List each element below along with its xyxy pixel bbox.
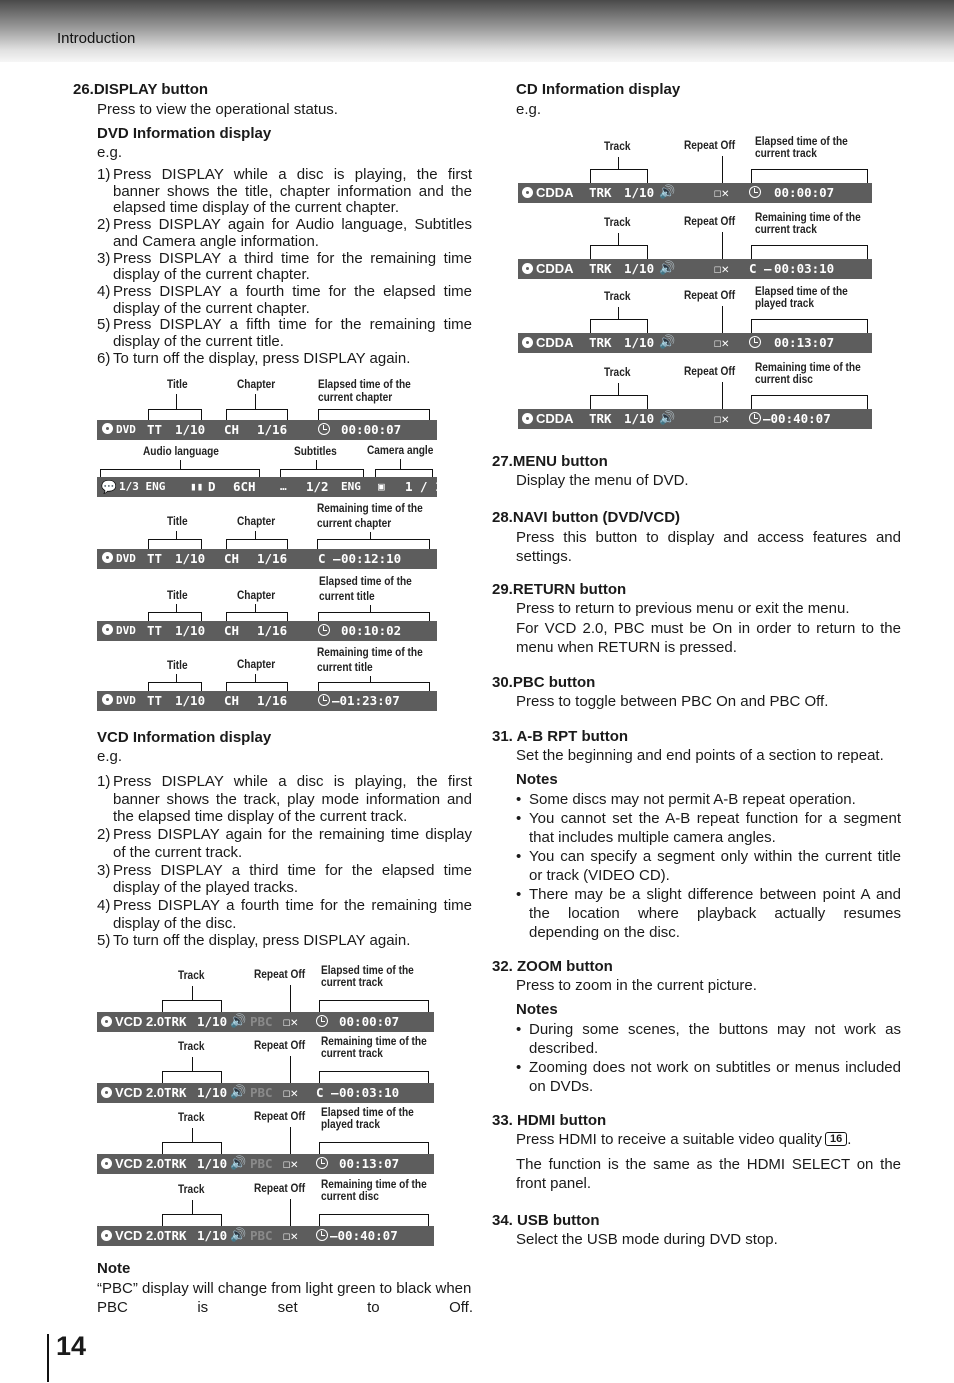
- note-item: • You can specify a segment only within the current title or track (VIDEO CD).: [516, 847, 901, 885]
- repeat-off-label: Repeat Off: [684, 216, 736, 228]
- note-item: • You cannot set the A-B repeat function for a segment that includes multiple camera angles.: [516, 809, 901, 847]
- desc-line-1: Remaining time of the: [321, 1179, 427, 1191]
- step-number: 4): [97, 282, 111, 300]
- step-text: Press DISPLAY a third time for the remaining time display of the current chapter.: [113, 249, 472, 284]
- speaker-icon: 🔊: [659, 335, 676, 350]
- track-label: Track: [178, 1041, 205, 1053]
- track-label: Track: [604, 141, 631, 153]
- abrpt-button-desc: Set the beginning and end points of a section to repeat.: [516, 747, 884, 764]
- repeat-off-label: Repeat Off: [254, 1183, 306, 1195]
- abrpt-notes-heading: Notes: [516, 771, 558, 788]
- zoom-button-desc: Press to zoom in the current picture.: [516, 977, 757, 994]
- step-text: Press DISPLAY while a disc is playing, the first banner shows the title, chapter information and the elapsed time display of the current chapter.: [113, 166, 472, 217]
- speaker-icon: 🔊: [230, 1228, 247, 1243]
- return-button-title: 29.RETURN button: [492, 581, 627, 598]
- disc-icon: [102, 423, 113, 434]
- step-item: [97, 167, 472, 217]
- desc-line-1: Remaining time of the: [755, 212, 861, 224]
- step-item: [97, 932, 472, 950]
- speaker-icon: 🔊: [230, 1156, 247, 1171]
- vcd-banner: VCD 2.0 TRK 1/10 🔊 PBC ☐✕ 00:00:07: [97, 1012, 434, 1032]
- hdmi-button-title: 33. HDMI button: [492, 1112, 607, 1129]
- step-text: To turn off the display, press DISPLAY again.: [113, 349, 411, 367]
- vcd-steps-list: [97, 773, 472, 950]
- speaker-icon: 🔊: [230, 1085, 247, 1100]
- clock-icon: [318, 423, 330, 435]
- step-text: Press DISPLAY a fourth time for the elapsed time display of the current chapter.: [113, 282, 472, 317]
- clock-icon: [749, 336, 761, 348]
- dvd-banner-2: 💬 1/3 ENG ▮▮ D 6CH … 1/2 ENG ▣ 1 / 1: [97, 477, 437, 497]
- repeat-off-icon: ☐✕: [283, 1156, 299, 1171]
- repeat-off-label: Repeat Off: [254, 969, 306, 981]
- menu-button-desc: Display the menu of DVD.: [516, 472, 689, 489]
- page-reference: 16: [825, 1132, 847, 1146]
- repeat-off-icon: ☐✕: [714, 185, 730, 200]
- note-item: • During some scenes, the buttons may not work as described.: [516, 1020, 901, 1058]
- repeat-off-icon: ☐✕: [283, 1228, 299, 1243]
- title-label: Title: [167, 660, 188, 672]
- note-text: “PBC” display will change from light green to black when PBC is set to Off.: [97, 1280, 473, 1316]
- step-number: 4): [97, 896, 111, 914]
- return-button-desc-2: For VCD 2.0, PBC must be On in order to return to the menu when RETURN is pressed.: [516, 620, 901, 656]
- speaker-icon: 🔊: [659, 261, 676, 276]
- step-item: [97, 897, 472, 932]
- audio-language-label: Audio language: [143, 446, 219, 458]
- disc-icon: [522, 337, 533, 348]
- section-label: Introduction: [57, 30, 136, 47]
- b4-desc-1: Elapsed time of the: [319, 576, 412, 588]
- cd-banner: CDDA TRK 1/10 🔊 ☐✕ C – 00:03:10: [518, 259, 872, 279]
- usb-button-desc: Select the USB mode during DVD stop.: [516, 1231, 778, 1248]
- step-text: To turn off the display, press DISPLAY again.: [113, 932, 411, 950]
- dvd-eg: e.g.: [97, 144, 123, 161]
- step-text: Press DISPLAY a third time for the elapsed time display of the played tracks.: [113, 861, 472, 897]
- dvd-banner-4: DVD TT 1/10 CH 1/16 00:10:02: [97, 621, 437, 641]
- menu-button-title: 27.MENU button: [492, 453, 608, 470]
- vcd-eg: e.g.: [97, 748, 123, 765]
- desc-line-2: current track: [755, 224, 817, 236]
- chapter-label: Chapter: [237, 379, 276, 391]
- cd-banner: CDDA TRK 1/10 🔊 ☐✕ 00:13:07: [518, 333, 872, 353]
- disc-icon: [101, 1230, 112, 1241]
- step-item: [97, 862, 472, 897]
- step-number: 2): [97, 826, 111, 844]
- repeat-off-icon: ☐✕: [283, 1085, 299, 1100]
- repeat-off-label: Repeat Off: [684, 290, 736, 302]
- track-label: Track: [178, 1112, 205, 1124]
- title-label: Title: [167, 516, 188, 528]
- clock-icon: [318, 694, 330, 706]
- disc-icon: [101, 1016, 112, 1027]
- step-text: Press DISPLAY a fifth time for the remaining time display of the current title.: [113, 316, 472, 351]
- step-item: [97, 773, 472, 826]
- desc-line-2: played track: [755, 298, 815, 310]
- repeat-off-label: Repeat Off: [684, 140, 736, 152]
- note-item: • There may be a slight difference between point A and the location where playback actually resumes depending on the disc.: [516, 885, 901, 942]
- repeat-off-icon: ☐✕: [714, 261, 730, 276]
- pbc-button-title: 30.PBC button: [492, 674, 596, 691]
- note-item: • Some discs may not permit A-B repeat operation.: [516, 790, 901, 809]
- abrpt-button-title: 31. A-B RPT button: [492, 728, 629, 745]
- navi-button-title: 28.NAVI button (DVD/VCD): [492, 509, 681, 526]
- dvd-banner-5: DVD TT 1/10 CH 1/16 –01:23:07: [97, 691, 437, 711]
- display-button-desc: Press to view the operational status.: [97, 101, 338, 118]
- camera-icon: ▣: [378, 480, 385, 493]
- step-item: [97, 251, 472, 284]
- disc-icon: [101, 1158, 112, 1169]
- clock-icon: [316, 1015, 328, 1027]
- step-number: 5): [97, 932, 111, 950]
- dvd-banner-1: DVD TT 1/10 CH 1/16 00:00:07: [97, 420, 437, 440]
- track-label: Track: [604, 217, 631, 229]
- usb-button-title: 34. USB button: [492, 1212, 600, 1229]
- repeat-off-label: Repeat Off: [254, 1040, 306, 1052]
- disc-icon: [102, 694, 113, 705]
- step-item: [97, 826, 472, 861]
- step-item: [97, 284, 472, 317]
- repeat-off-label: Repeat Off: [684, 366, 736, 378]
- b1-desc-2: current chapter: [318, 392, 393, 404]
- repeat-off-label: Repeat Off: [254, 1111, 306, 1123]
- clock-icon: [316, 1229, 328, 1241]
- disc-icon: [522, 187, 533, 198]
- dvd-steps-list: [97, 167, 472, 367]
- desc-line-2: current disc: [321, 1191, 379, 1203]
- cd-banner: CDDA TRK 1/10 🔊 ☐✕ –00:40:07: [518, 409, 872, 429]
- subtitle-icon: …: [280, 480, 287, 493]
- hdmi-button-desc-2: The function is the same as the HDMI SELECT on the front panel.: [516, 1156, 901, 1192]
- desc-line-2: played track: [321, 1119, 381, 1131]
- desc-line-1: Elapsed time of the: [755, 286, 848, 298]
- chapter-label: Chapter: [237, 659, 276, 671]
- clock-icon: [316, 1157, 328, 1169]
- step-number: 1): [97, 773, 111, 790]
- step-number: 1): [97, 166, 111, 183]
- disc-icon: [102, 624, 113, 635]
- vcd-info-heading: VCD Information display: [97, 729, 272, 746]
- desc-line-1: Remaining time of the: [321, 1036, 427, 1048]
- desc-line-1: Elapsed time of the: [321, 965, 414, 977]
- step-number: 3): [97, 249, 111, 267]
- display-button-title: 26.DISPLAY button: [73, 81, 209, 98]
- b3-desc-2: current chapter: [317, 518, 392, 530]
- zoom-notes-heading: Notes: [516, 1001, 558, 1018]
- cd-banner: CDDA TRK 1/10 🔊 ☐✕ 00:00:07: [518, 183, 872, 203]
- b3-desc-1: Remaining time of the: [317, 503, 423, 515]
- clock-icon: [318, 624, 330, 636]
- page-header: [0, 0, 954, 62]
- zoom-button-title: 32. ZOOM button: [492, 958, 613, 975]
- step-text: Press DISPLAY a fourth time for the remaining time display of the disc.: [113, 896, 472, 932]
- step-number: 5): [97, 316, 111, 334]
- audio-icon: 💬: [101, 479, 117, 494]
- footer-rule: [47, 1334, 49, 1382]
- repeat-off-icon: ☐✕: [714, 335, 730, 350]
- hdmi-button-desc: Press HDMI to receive a suitable video quality 16 .: [516, 1131, 852, 1148]
- desc-line-2: current track: [321, 1048, 383, 1060]
- dvd-info-heading: DVD Information display: [97, 125, 272, 142]
- step-text: Press DISPLAY while a disc is playing, the first banner shows the track, play mode information and the elapsed time display of the current track.: [113, 773, 472, 826]
- dvd-banner-3: DVD TT 1/10 CH 1/16 C – 00:12:10: [97, 549, 437, 569]
- track-label: Track: [178, 1184, 205, 1196]
- vcd-banner: VCD 2.0 TRK 1/10 🔊 PBC ☐✕ 00:13:07: [97, 1154, 434, 1174]
- cd-eg: e.g.: [516, 101, 542, 118]
- navi-button-desc: Press this button to display and access features and settings.: [516, 529, 901, 565]
- step-text: Press DISPLAY again for Audio language, Subtitles and Camera angle information.: [113, 216, 472, 250]
- disc-icon: [102, 552, 113, 563]
- b1-desc-1: Elapsed time of the: [318, 379, 411, 391]
- pbc-button-desc: Press to toggle between PBC On and PBC Off.: [516, 693, 829, 710]
- zoom-notes-list: [516, 1020, 901, 1096]
- track-label: Track: [178, 970, 205, 982]
- title-label: Title: [167, 379, 188, 391]
- desc-line-1: Remaining time of the: [755, 362, 861, 374]
- desc-line-1: Elapsed time of the: [755, 136, 848, 148]
- step-item: [97, 351, 472, 368]
- track-label: Track: [604, 367, 631, 379]
- disc-icon: [101, 1087, 112, 1098]
- clock-icon: [749, 186, 761, 198]
- cd-info-heading: CD Information display: [516, 81, 681, 98]
- track-label: Track: [604, 291, 631, 303]
- step-item: [97, 217, 472, 250]
- note-heading: Note: [97, 1260, 131, 1277]
- step-number: 2): [97, 216, 111, 234]
- step-text: Press DISPLAY again for the remaining time display of the current track.: [113, 826, 472, 861]
- desc-line-2: current track: [755, 148, 817, 160]
- desc-line-1: Elapsed time of the: [321, 1107, 414, 1119]
- step-number: 6): [97, 349, 111, 367]
- abrpt-notes-list: [516, 790, 901, 942]
- repeat-off-icon: ☐✕: [283, 1014, 299, 1029]
- disc-icon: [522, 263, 533, 274]
- speaker-icon: 🔊: [659, 411, 676, 426]
- repeat-off-icon: ☐✕: [714, 411, 730, 426]
- dolby-icon: ▮▮: [190, 480, 204, 493]
- step-item: [97, 317, 472, 350]
- step-number: 3): [97, 861, 111, 879]
- title-label: Title: [167, 590, 188, 602]
- chapter-label: Chapter: [237, 516, 276, 528]
- return-button-desc-1: Press to return to previous menu or exit the menu.: [516, 600, 850, 617]
- speaker-icon: 🔊: [659, 185, 676, 200]
- desc-line-2: current track: [321, 977, 383, 989]
- b4-desc-2: current title: [319, 591, 375, 603]
- desc-line-2: current disc: [755, 374, 813, 386]
- clock-icon: [749, 412, 761, 424]
- disc-icon: [522, 413, 533, 424]
- page-number: 14: [56, 1331, 87, 1361]
- vcd-banner: VCD 2.0 TRK 1/10 🔊 PBC ☐✕ C – 00:03:10: [97, 1083, 434, 1103]
- vcd-banner: VCD 2.0 TRK 1/10 🔊 PBC ☐✕ –00:40:07: [97, 1226, 434, 1246]
- chapter-label: Chapter: [237, 590, 276, 602]
- speaker-icon: 🔊: [230, 1014, 247, 1029]
- b5-desc-1: Remaining time of the: [317, 647, 423, 659]
- note-item: • Zooming does not work on subtitles or menus included on DVDs.: [516, 1058, 901, 1096]
- camera-angle-label: Camera angle: [367, 445, 434, 457]
- subtitles-label: Subtitles: [294, 446, 337, 458]
- b5-desc-2: current title: [317, 662, 373, 674]
